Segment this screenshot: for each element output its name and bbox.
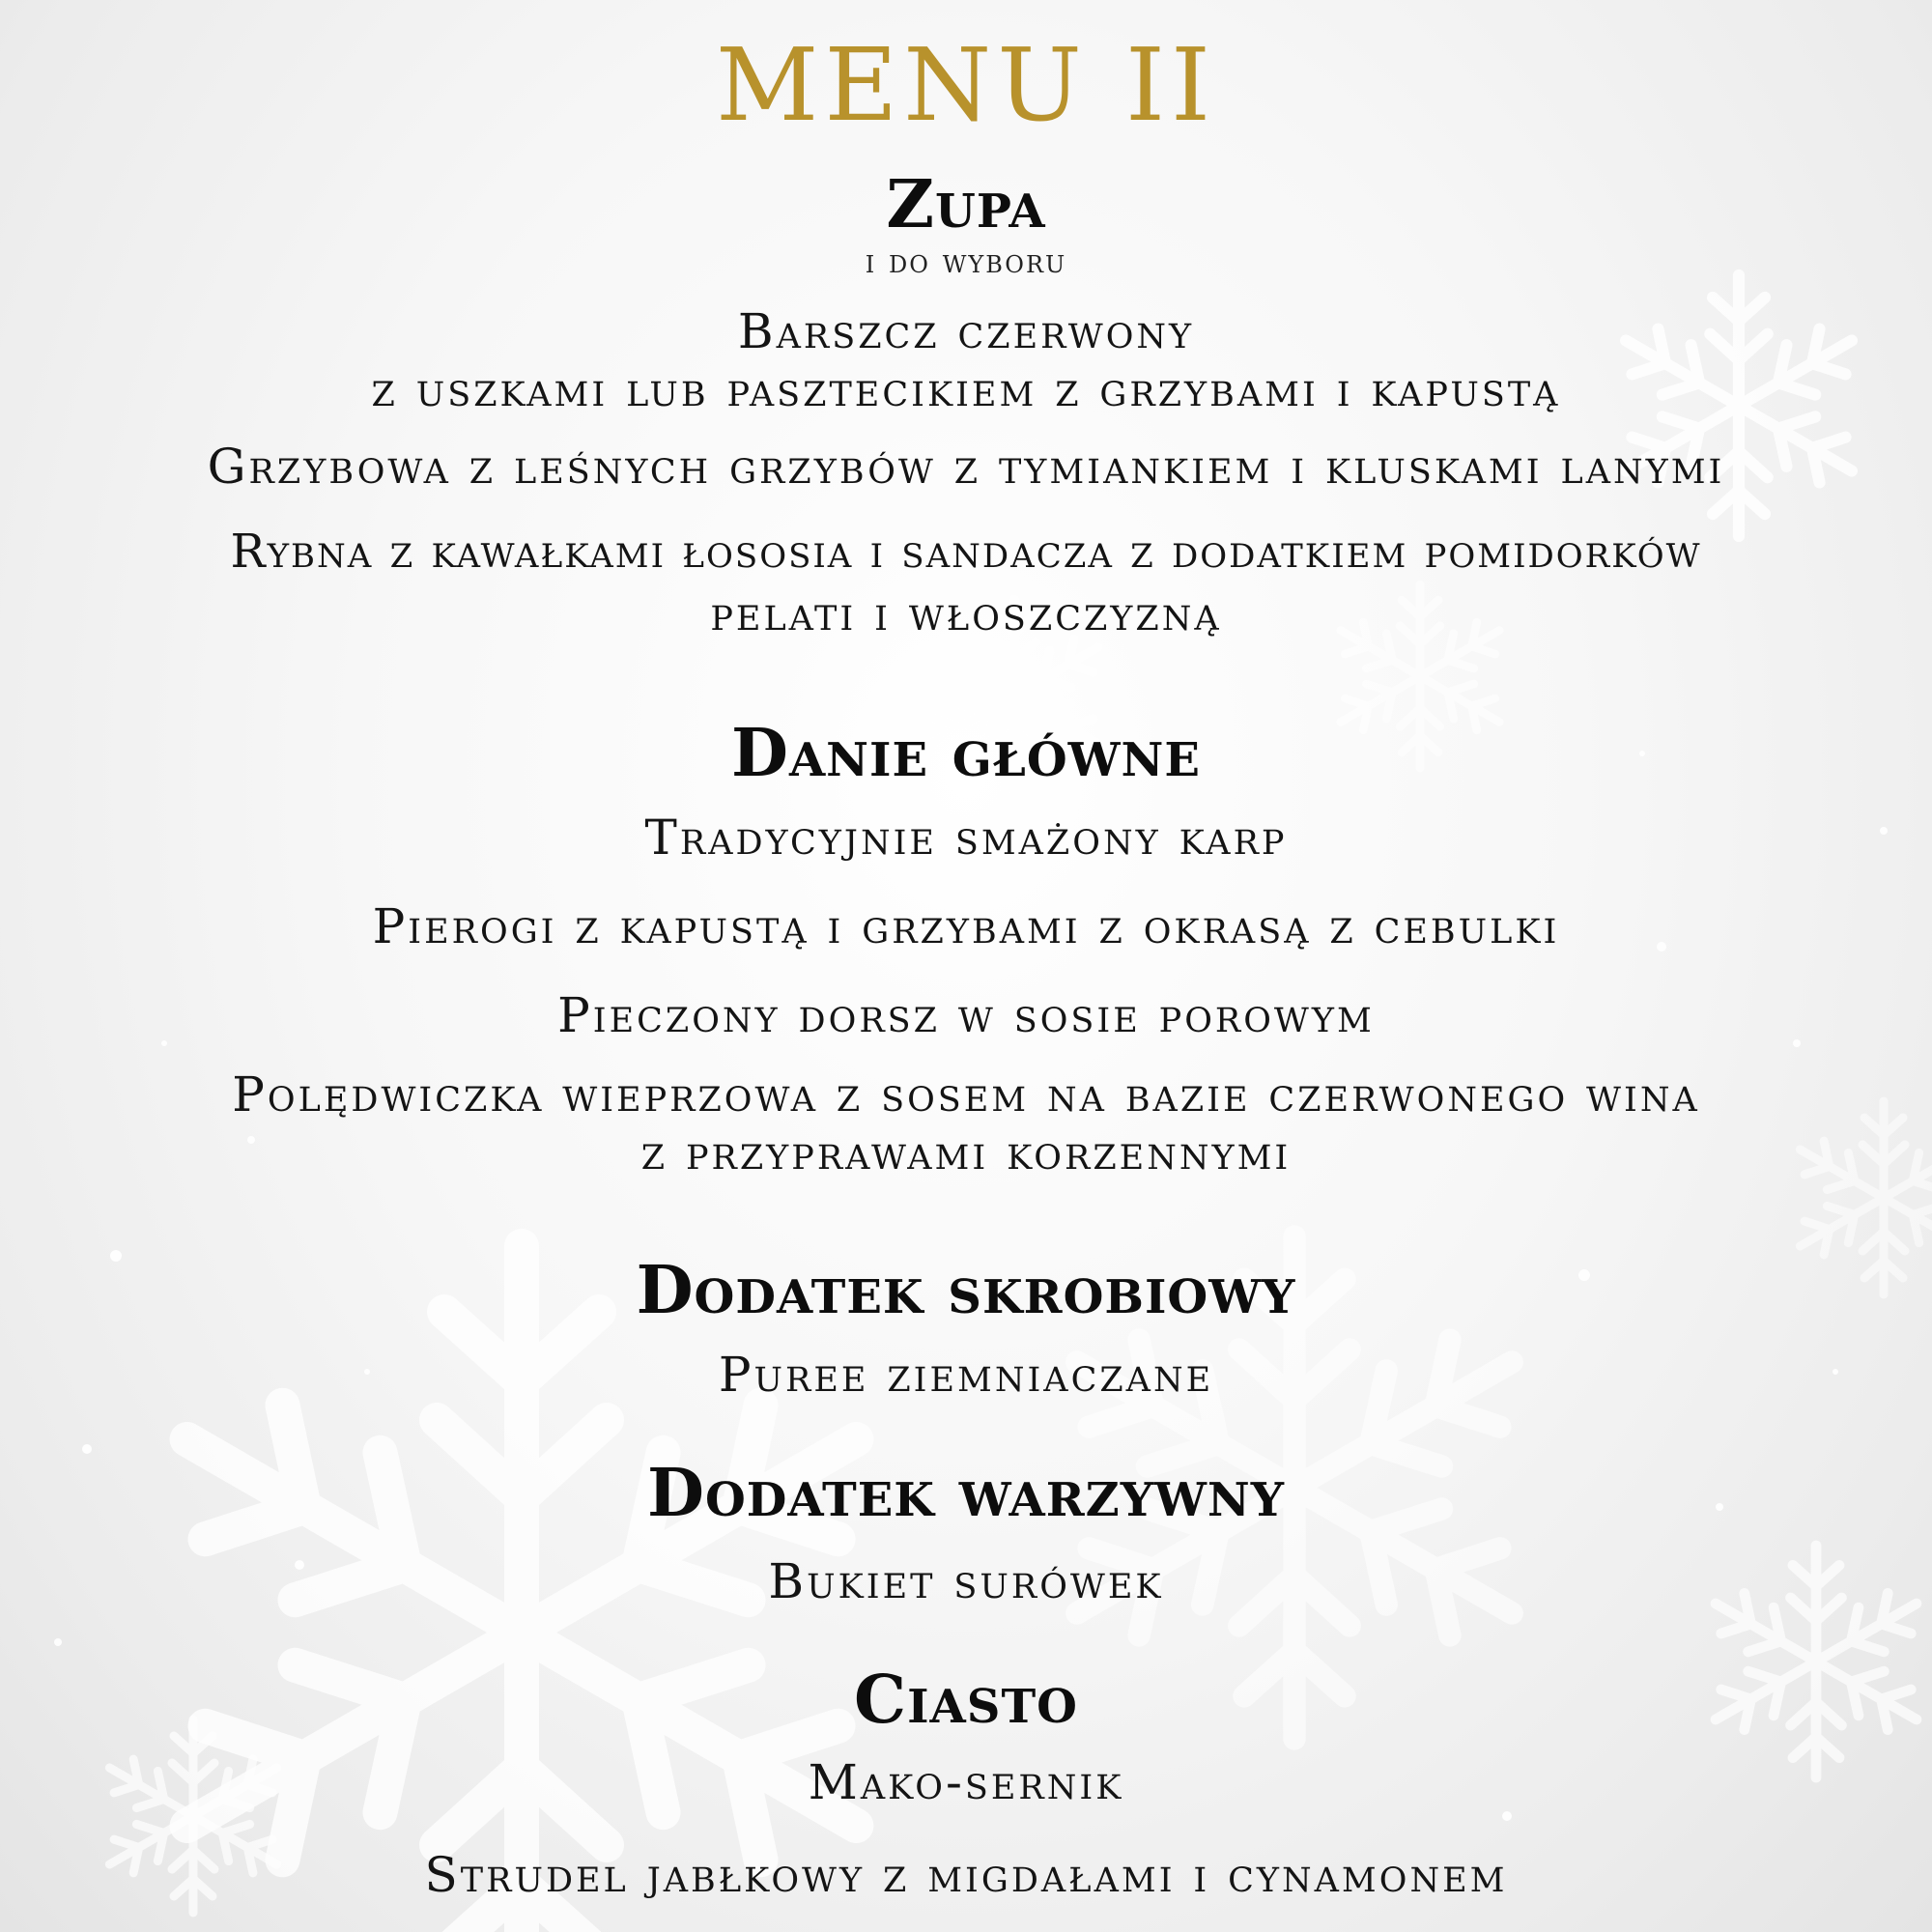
section-heading-main-course: Danie główne bbox=[730, 715, 1202, 792]
menu-item: Mako-sernik bbox=[808, 1754, 1124, 1810]
menu-item: Puree ziemniaczane bbox=[718, 1347, 1214, 1403]
section-heading-soup: Zupa bbox=[886, 166, 1046, 243]
menu-item: Strudel jabłkowy z migdałami i cynamonem bbox=[424, 1847, 1508, 1903]
menu-item: Polędwiczka wieprzowa z sosem na bazie czerwonego wina bbox=[232, 1066, 1700, 1122]
section-heading-cake: Ciasto bbox=[853, 1662, 1078, 1739]
menu-item: z uszkami lub pasztecikiem z grzybami i kapustą bbox=[371, 361, 1561, 417]
menu-item: Grzybowa z leśnych grzybów z tymiankiem i kluskami lanymi bbox=[207, 439, 1725, 495]
menu-title: MENU II bbox=[715, 26, 1217, 144]
menu-item: Rybna z kawałkami łososia i sandacza z dodatkiem pomidorków bbox=[230, 525, 1702, 579]
section-subtitle-soup: i do wyboru bbox=[865, 242, 1067, 281]
menu-item: Barszcz czerwony bbox=[737, 303, 1195, 359]
section-heading-vegetable-side: Dodatek warzywny bbox=[646, 1455, 1286, 1532]
menu-item: Pierogi z kapustą i grzybami z okrasą z cebulki bbox=[372, 898, 1560, 954]
menu-item: Pieczony dorsz w sosie porowym bbox=[557, 987, 1375, 1043]
menu-item: Bukiet surówek bbox=[768, 1553, 1164, 1609]
menu-item: z przyprawami korzennymi bbox=[640, 1124, 1292, 1180]
menu-item: pelati i włoszczyzną bbox=[710, 585, 1222, 641]
menu-item: Tradycyjnie smażony karp bbox=[644, 810, 1288, 866]
section-heading-starch-side: Dodatek skrobiowy bbox=[636, 1252, 1296, 1329]
